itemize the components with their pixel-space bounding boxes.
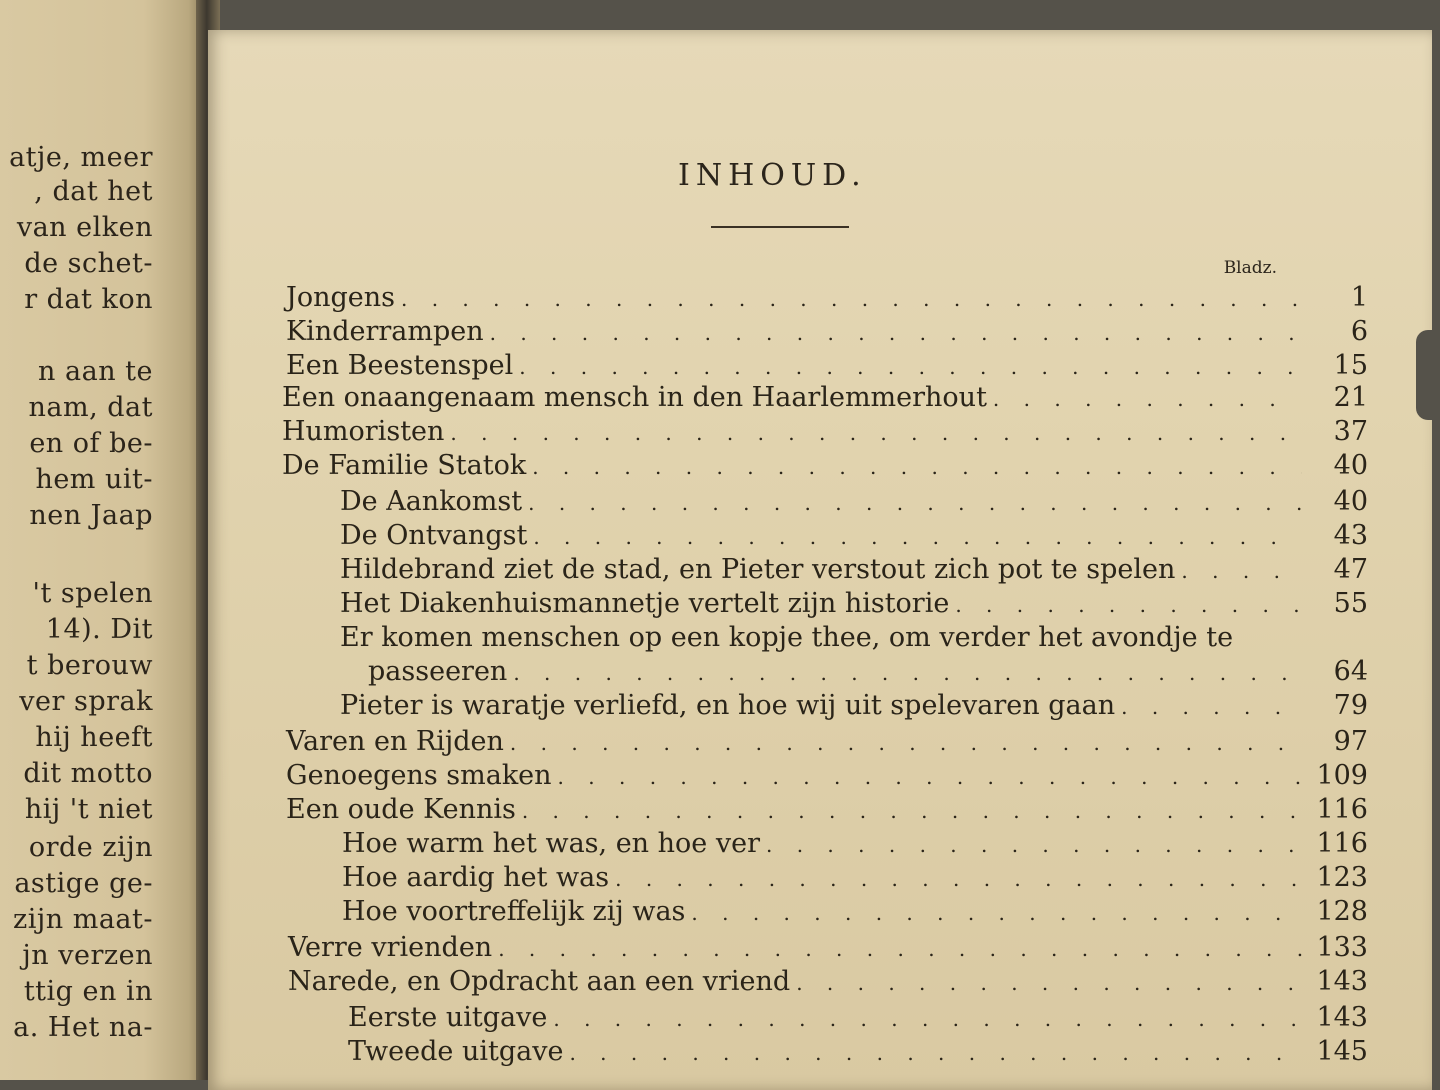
dot-leader (532, 451, 1302, 483)
toc-entry-page: 143 (1316, 1002, 1368, 1033)
dot-leader (766, 829, 1302, 861)
toc-entry-title: Een Beestenspel (286, 350, 514, 381)
dot-leader (615, 863, 1302, 895)
toc-entry-page: 55 (1333, 588, 1368, 619)
dot-leader (498, 933, 1302, 965)
dot-leader (1121, 691, 1302, 723)
toc-entry (286, 760, 1368, 793)
toc-entry-title: Er komen menschen op een kopje thee, om verder het avondje te (340, 622, 1234, 653)
toc-entry-title: Hoe warm het was, en hoe ver (342, 828, 760, 859)
toc-entry (342, 896, 1368, 929)
toc-entry-title: Humoristen (282, 416, 445, 447)
toc-entry-title: Hildebrand ziet de stad, en Pieter verstout zich pot te spelen (340, 554, 1176, 585)
dot-leader (522, 795, 1302, 827)
dot-leader (528, 487, 1302, 519)
toc-entry-title: Een oude Kennis (286, 794, 516, 825)
toc-entry (288, 966, 1368, 999)
left-page-line: orde zijn (28, 832, 153, 863)
toc-entry (368, 656, 1368, 689)
toc-entry-page: 1 (1350, 282, 1368, 313)
toc-entry-page: 128 (1316, 896, 1368, 927)
toc-entry (340, 520, 1368, 553)
toc-entry-page: 47 (1333, 554, 1368, 585)
page-column-label: Bladz. (1223, 258, 1277, 278)
toc-entry-page: 143 (1316, 966, 1368, 997)
toc-entry (342, 828, 1368, 861)
left-page-line: , dat het (34, 176, 153, 207)
toc-entry-page: 40 (1333, 486, 1368, 517)
left-page-line: en of be- (29, 428, 153, 459)
toc-entry-page: 37 (1333, 416, 1368, 447)
toc-entry (286, 316, 1368, 349)
toc-entry (340, 588, 1368, 621)
left-page-line: atje, meer (9, 142, 153, 173)
toc-entry-title: Genoegens smaken (286, 760, 552, 791)
dot-leader (510, 727, 1302, 759)
dot-leader (401, 283, 1302, 315)
toc-entry (282, 450, 1368, 483)
toc-entry (288, 932, 1368, 965)
left-page-line: 't spelen (32, 578, 153, 609)
left-page-line: astige ge- (14, 868, 153, 899)
toc-entry-title: Kinderrampen (286, 316, 484, 347)
page-notch (1416, 330, 1438, 420)
left-page-line: n aan te (38, 356, 153, 387)
left-page-line: hij heeft (35, 722, 153, 753)
dot-leader (558, 761, 1302, 793)
dot-leader (1181, 555, 1302, 587)
dot-leader (490, 317, 1302, 349)
dot-leader (553, 1003, 1302, 1035)
toc-entry (340, 554, 1368, 587)
toc-entry-page: 6 (1350, 316, 1368, 347)
left-page-line: nen Jaap (29, 500, 153, 531)
left-page-line: a. Het na- (13, 1012, 153, 1043)
toc-entry (286, 282, 1368, 315)
toc-entry-title: Jongens (286, 282, 395, 313)
left-page-line: de schet- (24, 248, 153, 279)
toc-entry-title: Hoe aardig het was (342, 862, 610, 893)
toc-entry (340, 486, 1368, 519)
left-page-line: r dat kon (24, 284, 153, 315)
dot-leader (955, 589, 1302, 621)
left-page-line: nam, dat (28, 392, 153, 423)
toc-entry-page: 97 (1333, 726, 1368, 757)
dot-leader (993, 383, 1302, 415)
toc-entry-title: Het Diakenhuismannetje vertelt zijn historie (340, 588, 950, 619)
left-page-line: zijn maat- (13, 904, 153, 935)
toc-entry-page: 43 (1333, 520, 1368, 551)
toc-entry-title: Verre vrienden (288, 932, 493, 963)
toc-entry-page: 64 (1333, 656, 1368, 687)
toc-entry (340, 690, 1368, 723)
dot-leader (513, 657, 1302, 689)
contents-page (208, 30, 1432, 1090)
toc-entry (348, 1036, 1368, 1069)
toc-entry-page: 116 (1316, 794, 1368, 825)
toc-entry (282, 382, 1368, 415)
toc-entry (342, 862, 1368, 895)
toc-entry (348, 1002, 1368, 1035)
dot-leader (519, 351, 1302, 383)
toc-entry-title: Tweede uitgave (348, 1036, 564, 1067)
toc-entry (286, 726, 1368, 759)
dot-leader (569, 1037, 1302, 1069)
toc-entry-title: Hoe voortreffelijk zij was (342, 896, 686, 927)
dot-leader (796, 967, 1302, 999)
toc-entry-page: 116 (1316, 828, 1368, 859)
left-page-line: hem uit- (35, 464, 153, 495)
toc-entry-page: 133 (1316, 932, 1368, 963)
dot-leader (533, 521, 1302, 553)
toc-entry-title: De Aankomst (340, 486, 523, 517)
dot-leader (450, 417, 1302, 449)
left-page-line: 14). Dit (45, 614, 153, 645)
dot-leader (691, 897, 1302, 929)
left-page-line: jn verzen (22, 940, 153, 971)
toc-entry-continuation: passeeren (368, 656, 508, 687)
left-page-line: van elken (16, 212, 153, 243)
toc-entry-title: De Ontvangst (340, 520, 528, 551)
contents-heading: INHOUD. (678, 158, 867, 193)
toc-entry-page: 123 (1316, 862, 1368, 893)
left-page-line: dit motto (23, 758, 153, 789)
toc-entry-title: Eerste uitgave (348, 1002, 548, 1033)
heading-rule (711, 226, 849, 228)
toc-entry-title: Varen en Rijden (286, 726, 504, 757)
toc-entry-page: 21 (1333, 382, 1368, 413)
toc-entry-page: 79 (1333, 690, 1368, 721)
toc-entry-page: 15 (1333, 350, 1368, 381)
toc-entry-page: 40 (1333, 450, 1368, 481)
toc-entry-title: Narede, en Opdracht aan een vriend (288, 966, 791, 997)
left-page-line: ttig en in (23, 976, 153, 1007)
toc-entry-title: Een onaangenaam mensch in den Haarlemmerhout (282, 382, 987, 413)
toc-entry (286, 794, 1368, 827)
toc-entry-title: De Familie Statok (282, 450, 527, 481)
toc-entry-page: 109 (1316, 760, 1368, 791)
previous-page (0, 0, 205, 1080)
toc-entry (282, 416, 1368, 449)
toc-entry-page: 145 (1316, 1036, 1368, 1067)
left-page-line: t berouw (26, 650, 153, 681)
toc-entry (286, 350, 1368, 383)
toc-entry-title: Pieter is waratje verliefd, en hoe wij uit spelevaren gaan (340, 690, 1116, 721)
left-page-line: ver sprak (19, 686, 153, 717)
left-page-line: hij 't niet (24, 794, 153, 825)
